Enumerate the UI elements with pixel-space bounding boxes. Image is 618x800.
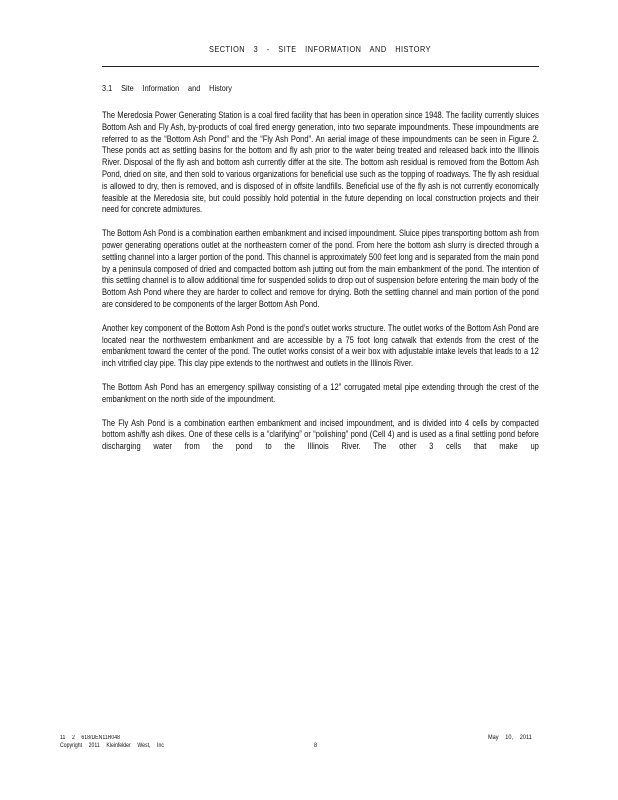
paragraph-emergency-spillway: The Bottom Ash Pond has an emergency spillway consisting of a 12” corrugated metal pipe extending through the crest of the embankment on the north side of the impoundment. — [102, 381, 539, 404]
header-rule — [102, 66, 539, 67]
body-text — [102, 110, 539, 465]
footer-copyright: Copyright 2011 Kleinfelder West, Inc — [60, 743, 164, 749]
paragraph-outlet-works: Another key component of the Bottom Ash Pond is the pond’s outlet works structure. The outlet works of the Bottom Ash Pond are located near the northwestern embankment and are accessible by a 75 foot long catwalk that extends from the crest of the embankment toward the center of the pond. The outlet works consist of a weir box with adjustable intake levels that leads to a 12 inch vitrified clay pipe. This clay pipe extends to the northwest and outlets in the Illinois River. — [102, 322, 539, 369]
paragraph-site-overview: The Meredosia Power Generating Station is a coal fired facility that has been in operation since 1948. The facility currently sluices Bottom Ash and Fly Ash, by-products of coal fired energy generation, into two separate impoundments. These impoundments are referred to as the “Bottom Ash Pond” and the “Fly Ash Pond”. An aerial image of these impoundments can be seen in Figure 2. These ponds act as settling basins for the bottom and fly ash prior to the water being treated and released back into the Illinois River. Disposal of the fly ash and bottom ash currently differ at the site. The bottom ash residual is removed from the Bottom Ash Pond, dried on site, and then sold to various organizations for beneficial use such as the topping of roadways. The fly ash residual is allowed to dry, then is removed, and is disposed of in offsite landfills. Beneficial use of the fly ash is not currently economically feasible at the Meredosia site, but could possibly hold potential in the future depending on local construction projects and their need for concrete admixtures. — [102, 110, 539, 215]
footer-doc-id: 11 2 618/DEN11R048 — [60, 735, 121, 741]
footer-page-number: 8 — [314, 742, 318, 749]
subsection-heading: 3.1 Site Information and History — [102, 83, 232, 93]
section-header: SECTION 3 - SITE INFORMATION AND HISTORY — [208, 44, 432, 54]
footer-left — [60, 734, 164, 750]
paragraph-bottom-ash-pond: The Bottom Ash Pond is a combination earthen embankment and incised impoundment. Sluice pipes transporting bottom ash from power generating operations outlet at the northeastern corner of the pond. From here the bottom ash slurry is directed through a settling channel into a larger portion of the pond. This channel is approximately 500 feet long and is separated from the main pond by a peninsula composed of dried and compacted bottom ash jutting out from the main embankment of the pond. The intention of this settling channel is to allow additional time for suspended solids to drop out of suspension before entering the main body of the Bottom Ash Pond where they are harder to collect and remove for drying. Both the settling channel and main portion of the pond are considered to be components of the larger Bottom Ash Pond. — [102, 228, 539, 309]
footer-date: May 10, 2011 — [488, 734, 532, 741]
paragraph-fly-ash-pond: The Fly Ash Pond is a combination earthen embankment and incised impoundment, and is divided into 4 cells by compacted bottom ash/fly ash dikes. One of these cells is a “clarifying” or “polishing” pond (Cell 4) and is used as a final settling pond before discharging water from the pond to the Illinois River. The other 3 cells that make up — [102, 417, 539, 452]
